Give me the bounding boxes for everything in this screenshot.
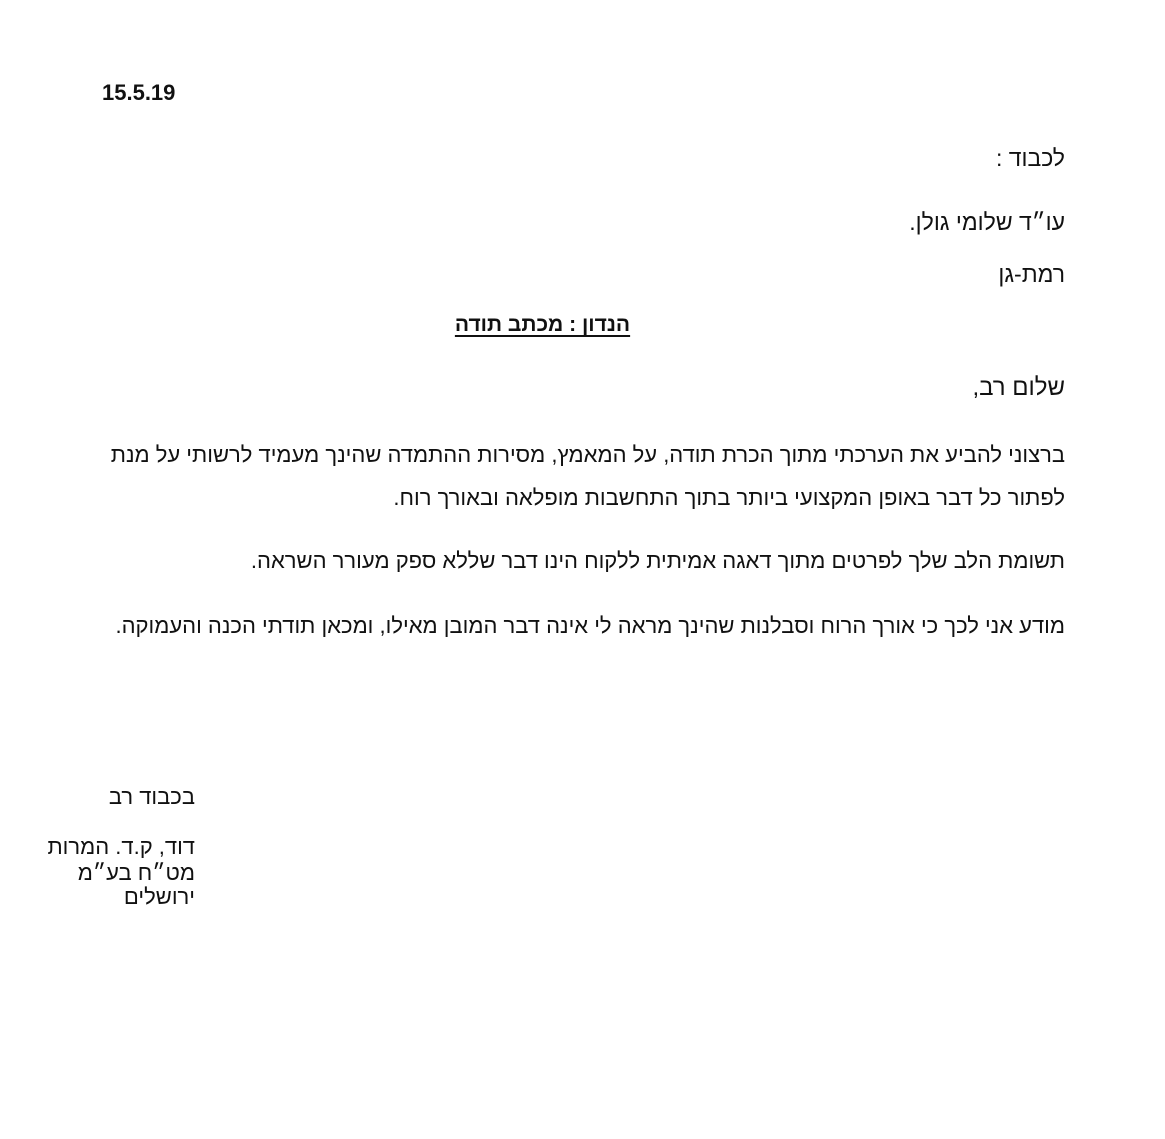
body-paragraph-3: מודע אני לכך כי אורך הרוח וסבלנות שהינך מראה לי אינה דבר המובן מאילו, ומכאן תודתי הכנה והעמוקה. (115, 613, 1065, 638)
recipient-name: עו״ד שלומי גולן. (909, 209, 1065, 235)
to-label: לכבוד : (995, 145, 1065, 171)
closing-salutation: בכבוד רב (108, 784, 195, 809)
letter-subject: הנדון : מכתב תודה (454, 313, 631, 336)
recipient-city: רמת-גן (998, 261, 1065, 287)
signer-name: דוד, ק.ד. המרות מט״ח בע״מ (47, 834, 195, 886)
body-paragraph-1: ברצוני להביע את הערכתי מתוך הכרת תודה, על המאמץ, מסירות ההתמדה שהינך מעמיד לרשותי על מנת לפתור כל דבר באופן המקצועי ביותר בתוך התחשבות מופלאה ובאורך רוח. (110, 442, 1065, 510)
signer-city: ירושלים (123, 884, 195, 909)
letter-date: 15.5.19 (102, 80, 176, 105)
body-paragraph-2: תשומת הלב שלך לפרטים מתוך דאגה אמיתית ללקוח הינו דבר שללא ספק מעורר השראה. (250, 548, 1065, 573)
greeting: שלום רב, (972, 374, 1065, 401)
